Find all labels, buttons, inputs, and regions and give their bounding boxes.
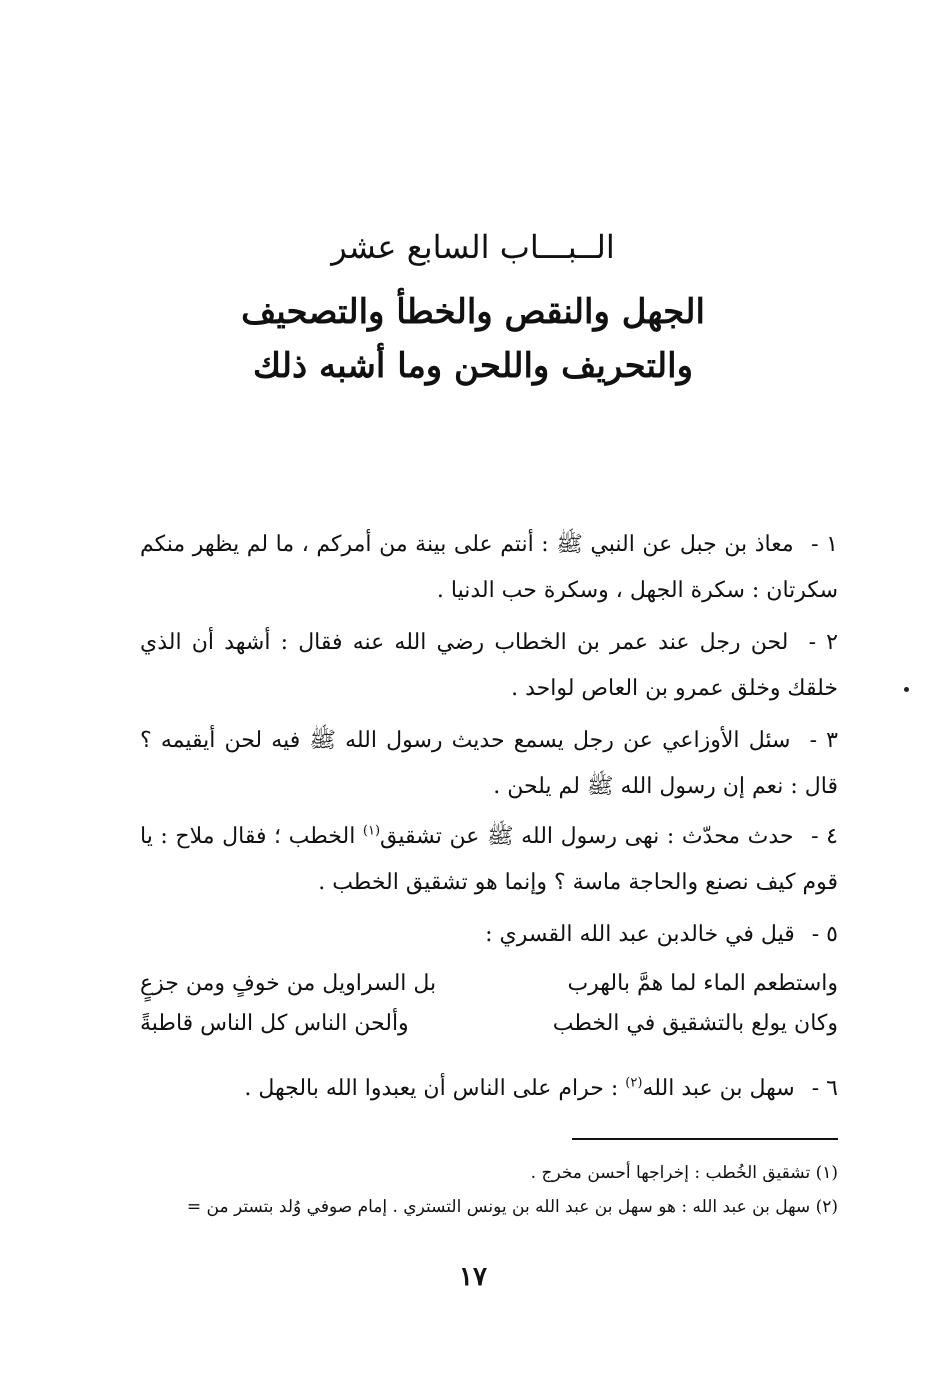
verse-line-1 xyxy=(140,964,838,1004)
paragraph-text: قيل في خالدبن عبد الله القسري : xyxy=(485,922,795,947)
item-number: ٢ - xyxy=(808,630,838,655)
footnote-1: (١) تشقيق الخُطب : إخراجها أحسن مخرج . xyxy=(530,1163,838,1183)
item-number: ٣ - xyxy=(809,728,838,753)
paragraph-text: سئل الأوزاعي عن رجل يسمع حديث رسول الله ﷺ فيه لحن أيقيمه ؟ قال : نعم إن رسول الله ﷺ لم يلحن . xyxy=(140,728,838,799)
paragraph-2 xyxy=(140,620,838,712)
footnote-ref: (١) xyxy=(362,823,381,839)
item-number: ١ - xyxy=(811,532,838,557)
item-number: ٤ - xyxy=(811,824,838,849)
footnotes xyxy=(108,1156,838,1224)
paragraph-6 xyxy=(140,1066,838,1112)
chapter-label: الــبـــاب السابع عشر xyxy=(331,228,615,266)
chapter-title-line-2: والتحريف واللحن وما أشبه ذلك xyxy=(252,346,694,386)
verse-hemistich: وكان يولع بالتشقيق في الخطب xyxy=(552,1011,838,1036)
paragraph-1 xyxy=(140,522,838,614)
verse-line-2 xyxy=(140,1004,838,1044)
paragraph-text: لحن رجل عند عمر بن الخطاب رضي الله عنه فقال : أشهد أن الذي خلقك وخلق عمرو بن العاص لواحد . xyxy=(140,630,838,701)
footnote-2: (٢) سهل بن عبد الله : هو سهل بن عبد الله بن يونس التستري . إمام صوفي وُلد بتستر من = xyxy=(186,1197,838,1217)
footnote-divider xyxy=(572,1138,838,1140)
paragraph-text: الخطب ؛ فقال ملاح : يا قوم كيف نصنع والحاجة ماسة ؟ وإنما هو تشقيق الخطب . xyxy=(140,824,838,895)
paragraph-4 xyxy=(140,814,838,906)
paragraph-text: حدث محدّث : نهى رسول الله ﷺ عن تشقيق xyxy=(380,824,794,849)
paragraph-text: معاذ بن جبل عن النبي ﷺ : أنتم على بينة من أمركم ، ما لم يظهر منكم سكرتان : سكرة الجهل ، وسكرة حب الدنيا . xyxy=(140,532,838,603)
paragraph-3 xyxy=(140,718,838,810)
verse-hemistich: وألحن الناس كل الناس قاطبةً xyxy=(140,1011,409,1036)
footnote-ref: (٢) xyxy=(625,1075,643,1091)
page-number: ١٧ xyxy=(459,1262,487,1292)
scan-mark xyxy=(904,687,909,692)
paragraph-5 xyxy=(140,912,838,958)
chapter-title-line-1: الجهل والنقص والخطأ والتصحيف xyxy=(241,292,705,332)
item-number: ٦ - xyxy=(811,1076,838,1101)
paragraph-text: : حرام على الناس أن يعبدوا الله بالجهل . xyxy=(244,1076,626,1101)
verse-hemistich: بل السراويل من خوفٍ ومن جزعٍ xyxy=(140,971,437,996)
verse-hemistich: واستطعم الماء لما همَّ بالهرب xyxy=(567,971,838,996)
paragraph-text: سهل بن عبد الله xyxy=(642,1076,795,1101)
item-number: ٥ - xyxy=(811,922,838,947)
